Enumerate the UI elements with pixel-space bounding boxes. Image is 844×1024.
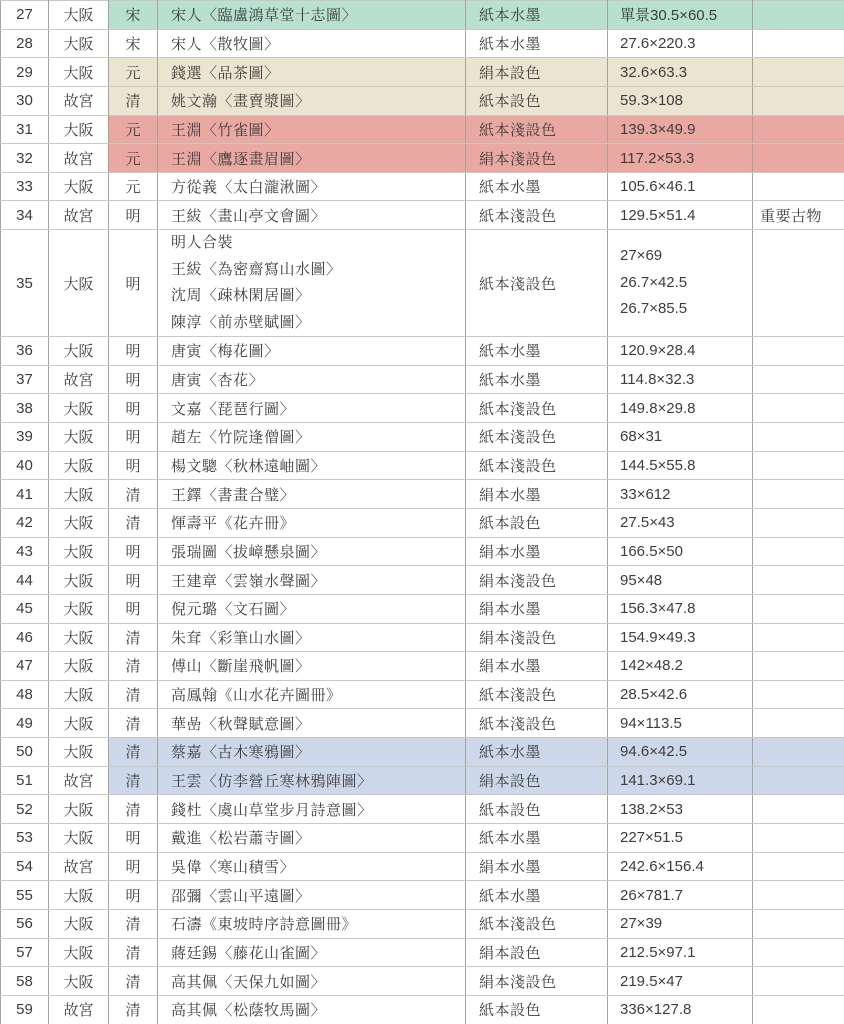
note-cell [753,1,844,30]
title-cell: 趙左〈竹院逢僧圖〉 [158,423,466,452]
row-number-cell: 54 [1,852,49,881]
medium-cell: 紙本淺設色 [466,423,608,452]
row-number-cell: 46 [1,623,49,652]
row-number-cell: 47 [1,652,49,681]
table-row [1,594,844,623]
museum-cell: 大阪 [49,623,109,652]
museum-cell: 大阪 [49,115,109,144]
note-cell [753,86,844,115]
dynasty-cell: 清 [109,738,158,767]
dimensions-cell: 336×127.8 [608,995,753,1024]
row-number-cell: 45 [1,594,49,623]
dimensions-cell: 68×31 [608,423,753,452]
dimensions-cell: 212.5×97.1 [608,938,753,967]
museum-cell: 大阪 [49,594,109,623]
museum-cell: 大阪 [49,909,109,938]
dimensions-cell: 95×48 [608,566,753,595]
medium-cell: 紙本淺設色 [466,709,608,738]
medium-cell: 絹本水墨 [466,480,608,509]
row-number-cell: 43 [1,537,49,566]
row-number-cell: 59 [1,995,49,1024]
museum-cell: 大阪 [49,423,109,452]
title-cell: 文嘉〈琵琶行圖〉 [158,394,466,423]
museum-cell: 故宮 [49,766,109,795]
note-cell [753,623,844,652]
row-number-cell: 37 [1,365,49,394]
title-cell: 王建章〈雲嶺水聲圖〉 [158,566,466,595]
row-number-cell: 44 [1,566,49,595]
dimensions-cell: 227×51.5 [608,824,753,853]
dimensions-line: 26.7×85.5 [620,300,688,318]
dynasty-cell: 清 [109,709,158,738]
medium-cell: 紙本設色 [466,508,608,537]
medium-cell: 紙本水墨 [466,365,608,394]
medium-cell: 紙本水墨 [466,824,608,853]
table-row [1,881,844,910]
museum-cell: 故宮 [49,86,109,115]
note-cell [753,709,844,738]
table-row [1,967,844,996]
row-number-cell: 29 [1,58,49,87]
museum-cell: 大阪 [49,537,109,566]
museum-cell: 大阪 [49,938,109,967]
row-number-cell: 28 [1,29,49,58]
note-cell [753,172,844,201]
medium-cell: 絹本水墨 [466,652,608,681]
title-cell: 王淵〈竹雀圖〉 [158,115,466,144]
dimensions-cell: 139.3×49.9 [608,115,753,144]
dynasty-cell: 元 [109,144,158,173]
museum-cell: 大阪 [49,230,109,337]
dimensions-cell: 141.3×69.1 [608,766,753,795]
dynasty-cell: 明 [109,566,158,595]
title-line: 王紱〈為密齋寫山水圖〉 [171,260,342,278]
museum-cell: 大阪 [49,680,109,709]
note-cell [753,451,844,480]
dynasty-cell: 宋 [109,29,158,58]
title-cell: 王雲〈仿李營丘寒林鴉陣圖〉 [158,766,466,795]
dynasty-cell: 明 [109,824,158,853]
row-number-cell: 49 [1,709,49,738]
dimensions-cell: 94.6×42.5 [608,738,753,767]
title-cell: 高其佩〈松蔭牧馬圖〉 [158,995,466,1024]
medium-cell: 紙本淺設色 [466,909,608,938]
table-row [1,652,844,681]
dynasty-cell: 明 [109,201,158,230]
dimensions-cell: 120.9×28.4 [608,337,753,366]
dimensions-cell: 129.5×51.4 [608,201,753,230]
medium-cell: 紙本淺設色 [466,230,608,337]
title-cell: 唐寅〈梅花圖〉 [158,337,466,366]
dynasty-cell: 清 [109,795,158,824]
dynasty-cell: 清 [109,480,158,509]
note-cell [753,766,844,795]
dynasty-cell: 清 [109,623,158,652]
table-row [1,852,844,881]
table-row [1,938,844,967]
row-number-cell: 39 [1,423,49,452]
title-cell: 惲壽平《花卉冊》 [158,508,466,537]
dimensions-cell: 94×113.5 [608,709,753,738]
row-number-cell: 27 [1,1,49,30]
medium-cell: 紙本設色 [466,795,608,824]
museum-cell: 大阪 [49,967,109,996]
medium-cell: 紙本水墨 [466,881,608,910]
dimensions-cell: 242.6×156.4 [608,852,753,881]
title-cell: 宋人〈臨盧鴻草堂十志圖〉 [158,1,466,30]
table-row [1,566,844,595]
table-row [1,508,844,537]
dimensions-line: 26.7×42.5 [620,273,688,291]
dynasty-cell: 清 [109,508,158,537]
table-row [1,201,844,230]
note-cell [753,967,844,996]
dimensions-cell: 33×612 [608,480,753,509]
table-row [1,86,844,115]
medium-cell: 絹本淺設色 [466,144,608,173]
dimensions-cell: 149.8×29.8 [608,394,753,423]
row-number-cell: 42 [1,508,49,537]
dynasty-cell: 元 [109,172,158,201]
dynasty-cell: 明 [109,394,158,423]
medium-cell: 絹本水墨 [466,537,608,566]
row-number-cell: 36 [1,337,49,366]
dynasty-cell: 清 [109,680,158,709]
note-cell [753,795,844,824]
table-row [1,58,844,87]
title-cell: 戴進〈松岩蕭寺圖〉 [158,824,466,853]
note-cell [753,938,844,967]
dynasty-cell: 明 [109,423,158,452]
medium-cell: 絹本淺設色 [466,566,608,595]
table-row [1,680,844,709]
dynasty-cell: 清 [109,766,158,795]
note-cell [753,652,844,681]
museum-cell: 故宮 [49,995,109,1024]
note-cell [753,881,844,910]
title-line: 明人合裝 [171,234,234,252]
table-row [1,423,844,452]
note-cell [753,537,844,566]
dynasty-cell: 清 [109,86,158,115]
dimensions-cell: 138.2×53 [608,795,753,824]
museum-cell: 大阪 [49,566,109,595]
museum-cell: 大阪 [49,652,109,681]
museum-cell: 大阪 [49,824,109,853]
dimensions-cell [608,230,753,337]
note-cell [753,824,844,853]
table-row [1,451,844,480]
table-row [1,172,844,201]
table-row [1,909,844,938]
row-number-cell: 30 [1,86,49,115]
table-row [1,623,844,652]
note-cell [753,58,844,87]
museum-cell: 大阪 [49,172,109,201]
dimensions-cell: 105.6×46.1 [608,172,753,201]
table-row [1,337,844,366]
title-cell: 華嵒〈秋聲賦意圖〉 [158,709,466,738]
dynasty-cell: 清 [109,909,158,938]
table-body [1,1,844,1024]
row-number-cell: 40 [1,451,49,480]
dynasty-cell: 明 [109,365,158,394]
table-row [1,1,844,30]
note-cell [753,566,844,595]
title-cell: 傅山〈斷崖飛帆圖〉 [158,652,466,681]
dimensions-cell: 59.3×108 [608,86,753,115]
note-cell [753,995,844,1024]
dynasty-cell: 明 [109,537,158,566]
dimensions-cell: 27.5×43 [608,508,753,537]
dimensions-cell: 114.8×32.3 [608,365,753,394]
note-cell [753,115,844,144]
note-cell [753,423,844,452]
table-row [1,230,844,337]
dynasty-cell: 明 [109,881,158,910]
table-row [1,738,844,767]
dimensions-cell: 154.9×49.3 [608,623,753,652]
title-cell: 錢杜〈虞山草堂步月詩意圖〉 [158,795,466,824]
medium-cell: 紙本設色 [466,86,608,115]
museum-cell: 大阪 [49,394,109,423]
dynasty-cell: 清 [109,967,158,996]
medium-cell: 紙本水墨 [466,29,608,58]
title-cell: 蔣廷錫〈藤花山雀圖〉 [158,938,466,967]
row-number-cell: 34 [1,201,49,230]
medium-cell: 紙本水墨 [466,1,608,30]
dimensions-cell: 27.6×220.3 [608,29,753,58]
museum-cell: 大阪 [49,738,109,767]
title-cell: 朱耷〈彩筆山水圖〉 [158,623,466,652]
museum-cell: 大阪 [49,480,109,509]
dynasty-cell: 元 [109,115,158,144]
row-number-cell: 57 [1,938,49,967]
museum-cell: 大阪 [49,29,109,58]
dynasty-cell: 明 [109,230,158,337]
note-cell [753,394,844,423]
title-cell: 楊文驄〈秋林遠岫圖〉 [158,451,466,480]
note-cell [753,680,844,709]
museum-cell: 大阪 [49,58,109,87]
dynasty-cell: 元 [109,58,158,87]
note-cell [753,852,844,881]
museum-cell: 故宮 [49,852,109,881]
row-number-cell: 33 [1,172,49,201]
dynasty-cell: 明 [109,852,158,881]
medium-cell: 紙本淺設色 [466,680,608,709]
row-number-cell: 58 [1,967,49,996]
note-cell [753,738,844,767]
dimensions-cell: 27×39 [608,909,753,938]
title-cell: 王紱〈畫山亭文會圖〉 [158,201,466,230]
row-number-cell: 52 [1,795,49,824]
title-cell: 高鳳翰《山水花卉圖冊》 [158,680,466,709]
table-row [1,709,844,738]
medium-cell: 絹本水墨 [466,594,608,623]
note-cell [753,29,844,58]
dimensions-cell: 26×781.7 [608,881,753,910]
row-number-cell: 50 [1,738,49,767]
note-cell [753,230,844,337]
museum-cell: 大阪 [49,451,109,480]
medium-cell: 紙本淺設色 [466,451,608,480]
dynasty-cell: 明 [109,337,158,366]
medium-cell: 絹本設色 [466,766,608,795]
row-number-cell: 55 [1,881,49,910]
note-cell [753,144,844,173]
dimensions-cell: 32.6×63.3 [608,58,753,87]
row-number-cell: 32 [1,144,49,173]
title-cell: 倪元璐〈文石圖〉 [158,594,466,623]
dimensions-cell: 142×48.2 [608,652,753,681]
row-number-cell: 38 [1,394,49,423]
title-cell: 王淵〈鷹逐畫眉圖〉 [158,144,466,173]
medium-cell: 絹本水墨 [466,852,608,881]
medium-cell: 紙本水墨 [466,337,608,366]
title-line: 陳淳〈前赤壁賦圖〉 [171,313,311,331]
dynasty-cell: 明 [109,451,158,480]
medium-cell: 紙本設色 [466,995,608,1024]
museum-cell: 故宮 [49,144,109,173]
note-cell [753,365,844,394]
note-cell: 重要古物 [753,201,844,230]
title-cell: 方從義〈太白瀧湫圖〉 [158,172,466,201]
medium-cell: 紙本淺設色 [466,201,608,230]
row-number-cell: 41 [1,480,49,509]
title-cell [158,230,466,337]
table-row [1,29,844,58]
table-row [1,537,844,566]
row-number-cell: 51 [1,766,49,795]
museum-cell: 故宮 [49,201,109,230]
medium-cell: 紙本水墨 [466,172,608,201]
medium-cell: 絹本設色 [466,938,608,967]
note-cell [753,337,844,366]
dimensions-cell: 156.3×47.8 [608,594,753,623]
dimensions-cell: 117.2×53.3 [608,144,753,173]
dimensions-cell: 219.5×47 [608,967,753,996]
museum-cell: 大阪 [49,709,109,738]
row-number-cell: 48 [1,680,49,709]
medium-cell: 紙本淺設色 [466,394,608,423]
dynasty-cell: 清 [109,995,158,1024]
medium-cell: 絹本淺設色 [466,967,608,996]
note-cell [753,480,844,509]
medium-cell: 絹本淺設色 [466,623,608,652]
medium-cell: 絹本設色 [466,58,608,87]
table-row [1,365,844,394]
table-row [1,480,844,509]
museum-cell: 故宮 [49,365,109,394]
medium-cell: 紙本淺設色 [466,115,608,144]
dynasty-cell: 明 [109,594,158,623]
note-cell [753,594,844,623]
title-cell: 高其佩〈天保九如圖〉 [158,967,466,996]
medium-cell: 紙本水墨 [466,738,608,767]
table-row [1,115,844,144]
table-row [1,394,844,423]
museum-cell: 大阪 [49,508,109,537]
museum-cell: 大阪 [49,795,109,824]
title-line: 沈周〈疎林閑居圖〉 [171,287,311,305]
museum-cell: 大阪 [49,337,109,366]
title-cell: 蔡嘉〈古木寒鴉圖〉 [158,738,466,767]
title-cell: 姚文瀚〈畫賣漿圖〉 [158,86,466,115]
row-number-cell: 35 [1,230,49,337]
title-cell: 邵彌〈雲山平遠圖〉 [158,881,466,910]
note-cell [753,909,844,938]
museum-cell: 大阪 [49,1,109,30]
table-row [1,144,844,173]
dimensions-cell: 144.5×55.8 [608,451,753,480]
row-number-cell: 31 [1,115,49,144]
dynasty-cell: 清 [109,652,158,681]
museum-cell: 大阪 [49,881,109,910]
dynasty-cell: 清 [109,938,158,967]
dimensions-cell: 166.5×50 [608,537,753,566]
title-cell: 王鐸〈書畫合璧〉 [158,480,466,509]
table-row [1,766,844,795]
table-row [1,795,844,824]
title-cell: 石濤《東坡時序詩意圖冊》 [158,909,466,938]
row-number-cell: 56 [1,909,49,938]
title-cell: 張瑞圖〈拔嶂懸泉圖〉 [158,537,466,566]
table-row [1,824,844,853]
dimensions-cell: 28.5×42.6 [608,680,753,709]
dynasty-cell: 宋 [109,1,158,30]
dimensions-cell: 單景30.5×60.5 [608,1,753,30]
title-cell: 錢選〈品茶圖〉 [158,58,466,87]
dimensions-line: 27×69 [620,247,663,265]
row-number-cell: 53 [1,824,49,853]
note-cell [753,508,844,537]
title-cell: 唐寅〈杏花〉 [158,365,466,394]
title-cell: 宋人〈散牧圖〉 [158,29,466,58]
title-cell: 吳偉〈寒山積雪〉 [158,852,466,881]
table-row [1,995,844,1024]
